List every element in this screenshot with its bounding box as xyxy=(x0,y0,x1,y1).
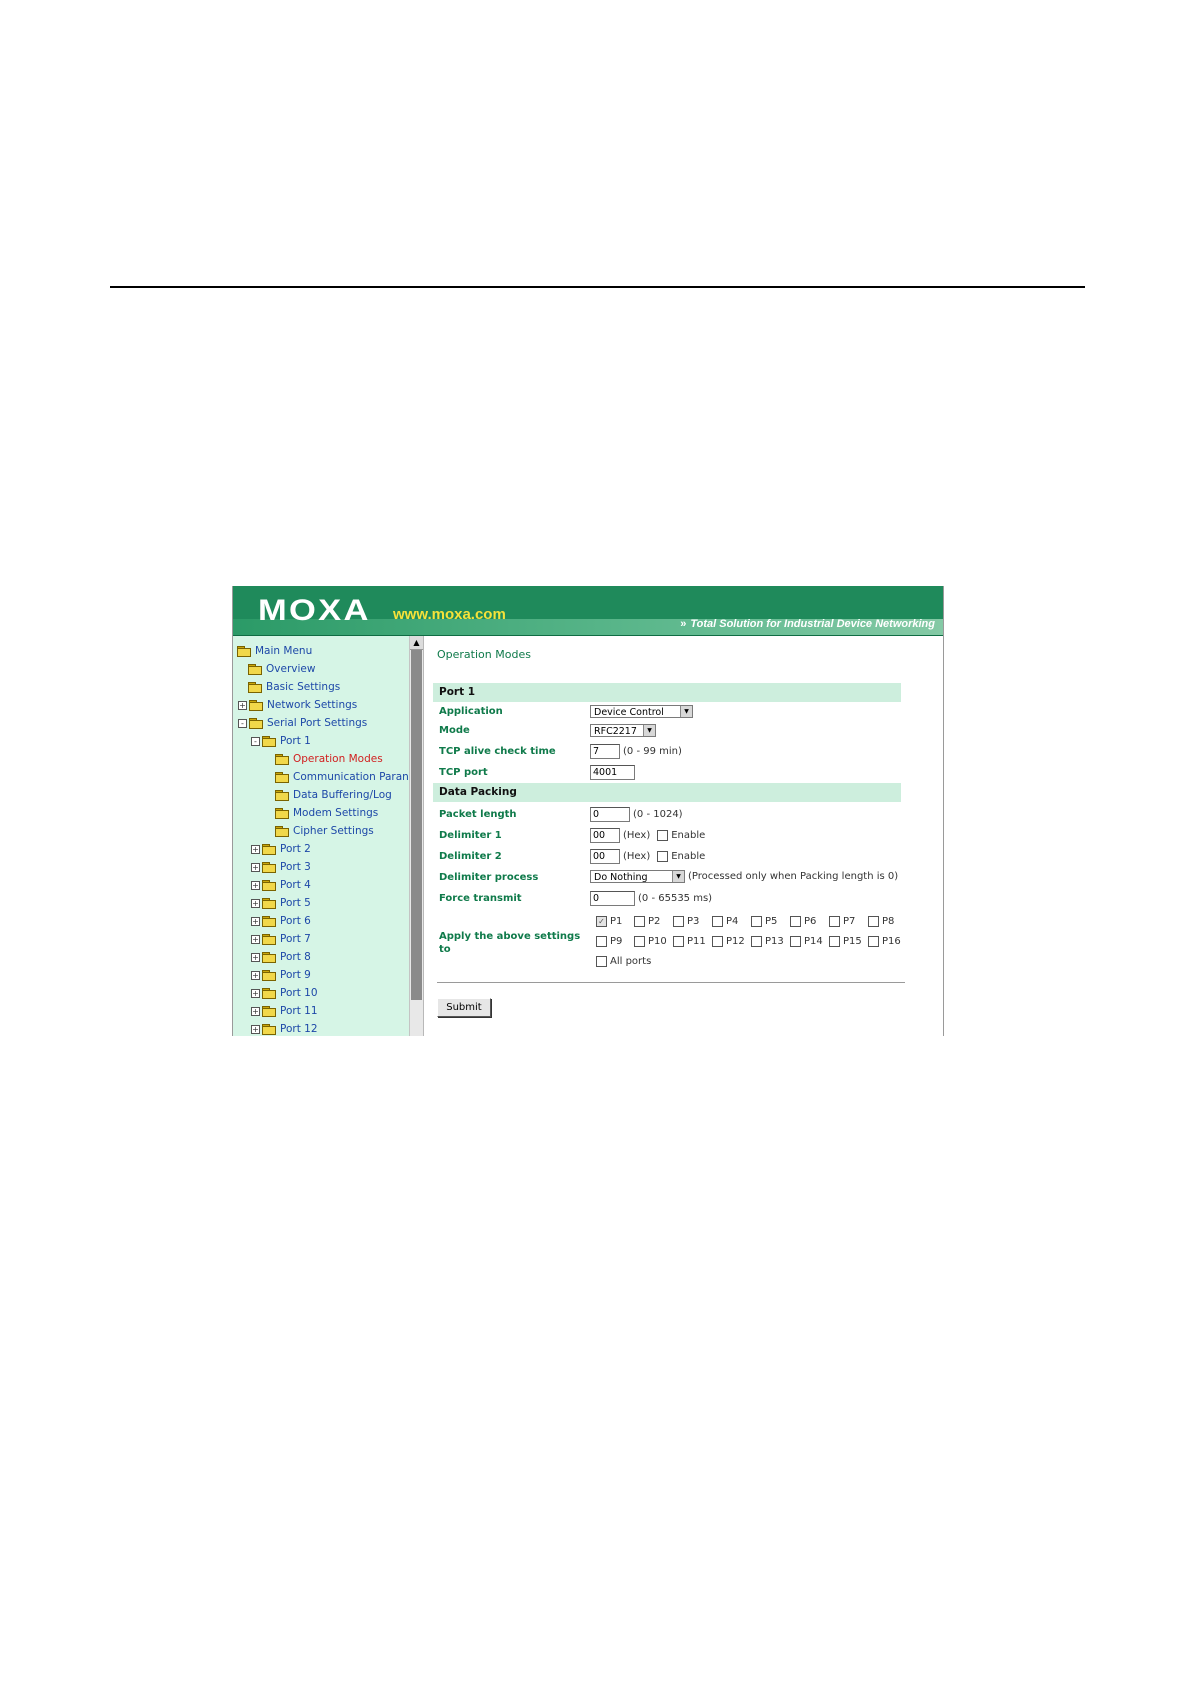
folder-icon xyxy=(275,754,288,764)
packet-length-hint: (0 - 1024) xyxy=(633,809,683,820)
port-checkbox-label: P1 xyxy=(610,916,623,927)
port-option[interactable] xyxy=(712,916,738,927)
delimiter1-enable-checkbox[interactable] xyxy=(657,830,668,841)
tcp-alive-label: TCP alive check time xyxy=(439,746,556,757)
port-checkbox[interactable] xyxy=(596,936,607,947)
delimiter1-input[interactable]: 00 xyxy=(590,828,620,843)
sidebar-item-label: Main Menu xyxy=(255,645,313,657)
sidebar-item-label: Port 5 xyxy=(280,897,311,909)
application-select[interactable] xyxy=(590,705,693,718)
application-value: Device Control xyxy=(594,707,664,718)
all-ports-label: All ports xyxy=(610,956,652,967)
expand-icon[interactable]: + xyxy=(252,1024,259,1034)
port-option[interactable] xyxy=(596,936,622,947)
sidebar-item-label: Basic Settings xyxy=(266,681,341,693)
port-checkbox-label: P13 xyxy=(765,936,784,947)
port-checkbox-label: P12 xyxy=(726,936,745,947)
delimiter-process-label: Delimiter process xyxy=(439,872,539,883)
sidebar-item[interactable] xyxy=(251,949,311,965)
sidebar-item-label: Data Buffering/Log xyxy=(293,789,392,801)
sidebar-item-label: Port 7 xyxy=(280,933,311,945)
delimiter-process-select[interactable] xyxy=(590,870,685,883)
port-checkbox[interactable] xyxy=(712,936,723,947)
folder-icon xyxy=(262,952,275,962)
submit-button[interactable]: Submit xyxy=(437,998,491,1017)
port-checkbox-label: P7 xyxy=(843,916,856,927)
port-checkbox[interactable] xyxy=(751,916,762,927)
sidebar-item[interactable] xyxy=(251,913,311,929)
all-ports-option[interactable] xyxy=(596,956,651,967)
tcp-port-input[interactable]: 4001 xyxy=(590,765,635,780)
force-transmit-label: Force transmit xyxy=(439,893,522,904)
double-chevron-right-icon: » xyxy=(680,618,687,630)
moxa-logo: MOXA xyxy=(258,594,371,627)
expand-icon[interactable]: + xyxy=(252,988,259,998)
delimiter2-input[interactable]: 00 xyxy=(590,849,620,864)
web-console-screenshot xyxy=(232,586,944,1036)
sidebar-item-label: Modem Settings xyxy=(293,807,379,819)
port-checkbox[interactable] xyxy=(634,916,645,927)
port-option[interactable] xyxy=(829,916,855,927)
folder-icon xyxy=(249,700,262,710)
folder-icon xyxy=(262,970,275,980)
folder-icon xyxy=(275,790,288,800)
sidebar-item[interactable] xyxy=(251,985,318,1001)
sidebar-item-label: Cipher Settings xyxy=(293,825,374,837)
expand-icon[interactable]: + xyxy=(252,952,259,962)
tagline-text: Total Solution for Industrial Device Networking xyxy=(690,618,935,630)
folder-icon xyxy=(262,916,275,926)
port-option[interactable] xyxy=(712,936,745,947)
port-option[interactable] xyxy=(596,916,622,927)
folder-icon xyxy=(249,718,262,728)
folder-icon xyxy=(262,736,275,746)
port-option[interactable] xyxy=(673,916,699,927)
port-option[interactable] xyxy=(790,916,816,927)
sidebar-item-label: Serial Port Settings xyxy=(267,717,368,729)
tagline xyxy=(680,618,935,630)
sidebar-item[interactable] xyxy=(251,895,311,911)
sidebar-item-label: Overview xyxy=(266,663,316,675)
sidebar-item-label: Port 11 xyxy=(280,1005,318,1017)
folder-icon xyxy=(262,880,275,890)
sidebar-item[interactable] xyxy=(251,967,311,983)
folder-icon xyxy=(262,1006,275,1016)
port-checkbox-label: P5 xyxy=(765,916,778,927)
tcp-alive-input[interactable]: 7 xyxy=(590,744,620,759)
port-checkbox[interactable]: ✓ xyxy=(596,916,607,927)
folder-icon xyxy=(275,772,288,782)
expand-icon[interactable]: + xyxy=(239,700,246,710)
port-checkbox-label: P15 xyxy=(843,936,862,947)
port-option[interactable] xyxy=(634,916,660,927)
port-checkbox[interactable] xyxy=(868,916,879,927)
mode-value: RFC2217 xyxy=(594,726,637,737)
content-divider xyxy=(437,982,905,983)
sidebar-item[interactable] xyxy=(248,679,340,695)
scroll-up-arrow-icon[interactable]: ▲ xyxy=(410,636,423,650)
section-data-packing: Data Packing xyxy=(433,783,901,802)
section-port: Port 1 xyxy=(433,683,901,702)
port-checkbox-label: P2 xyxy=(648,916,661,927)
sidebar-item[interactable] xyxy=(275,823,374,839)
sidebar-item-label: Operation Modes xyxy=(293,753,383,765)
port-checkbox-label: P14 xyxy=(804,936,823,947)
port-checkbox[interactable] xyxy=(790,916,801,927)
port-checkbox-label: P6 xyxy=(804,916,817,927)
delimiter2-enable-label: Enable xyxy=(671,851,706,862)
sidebar-item[interactable] xyxy=(251,931,311,947)
sidebar-scrollbar[interactable] xyxy=(409,636,423,1036)
expand-icon[interactable]: + xyxy=(252,862,259,872)
collapse-icon[interactable]: - xyxy=(238,719,247,728)
sidebar-item[interactable] xyxy=(251,1021,318,1036)
mode-select[interactable] xyxy=(590,724,656,737)
chevron-down-icon[interactable]: ▼ xyxy=(672,871,684,882)
folder-icon xyxy=(262,934,275,944)
expand-icon[interactable]: + xyxy=(252,970,259,980)
expand-icon[interactable]: + xyxy=(252,880,259,890)
port-checkbox-label: P16 xyxy=(882,936,901,947)
tcp-alive-hint: (0 - 99 min) xyxy=(623,746,682,757)
port-option[interactable] xyxy=(829,936,862,947)
apply-settings-label: Apply the above settings to xyxy=(439,931,581,955)
application-label: Application xyxy=(439,706,503,717)
sidebar-item-label: Port 4 xyxy=(280,879,311,891)
sidebar-item[interactable] xyxy=(275,787,392,803)
chevron-down-icon[interactable]: ▼ xyxy=(643,725,655,736)
header-banner xyxy=(233,586,943,636)
port-checkbox[interactable] xyxy=(790,936,801,947)
page-rule xyxy=(110,286,1085,288)
port-checkbox-label: P10 xyxy=(648,936,667,947)
force-transmit-hint: (0 - 65535 ms) xyxy=(638,893,713,904)
port-checkbox-label: P8 xyxy=(882,916,895,927)
sidebar-item[interactable] xyxy=(275,751,383,767)
sidebar-item[interactable] xyxy=(238,715,367,731)
delimiter2-label: Delimiter 2 xyxy=(439,851,502,862)
tcp-port-label: TCP port xyxy=(439,767,488,778)
sidebar-item[interactable] xyxy=(238,697,357,713)
port-checkbox[interactable] xyxy=(634,936,645,947)
packet-length-label: Packet length xyxy=(439,809,517,820)
delimiter2-hex-hint: (Hex) xyxy=(623,851,651,862)
sidebar-item-label: Port 10 xyxy=(280,987,318,999)
sidebar-item[interactable] xyxy=(251,859,311,875)
sidebar-item-label: Communication Paran xyxy=(293,771,409,783)
delimiter1-hex-hint: (Hex) xyxy=(623,830,651,841)
delimiter-process-value: Do Nothing xyxy=(594,872,648,883)
sidebar-item[interactable] xyxy=(248,661,315,677)
folder-icon xyxy=(275,808,288,818)
page-title: Operation Modes xyxy=(437,648,531,661)
force-transmit-input[interactable]: 0 xyxy=(590,891,635,906)
delimiter1-enable-label: Enable xyxy=(671,830,706,841)
folder-icon xyxy=(262,844,275,854)
packet-length-input[interactable]: 0 xyxy=(590,807,630,822)
collapse-icon[interactable]: - xyxy=(251,737,260,746)
sidebar-item-label: Port 6 xyxy=(280,915,311,927)
port-option[interactable] xyxy=(868,936,901,947)
sidebar-item[interactable] xyxy=(275,769,409,785)
folder-icon xyxy=(275,826,288,836)
delimiter-process-hint: (Processed only when Packing length is 0) xyxy=(688,871,899,882)
port-checkbox-label: P4 xyxy=(726,916,739,927)
port-checkbox-label: P9 xyxy=(610,936,623,947)
folder-icon xyxy=(248,682,261,692)
delimiter2-enable-checkbox[interactable] xyxy=(657,851,668,862)
mode-label: Mode xyxy=(439,725,470,736)
port-checkbox[interactable] xyxy=(673,936,684,947)
sidebar-item-label: Port 9 xyxy=(280,969,311,981)
sidebar-item-label: Network Settings xyxy=(267,699,358,711)
all-ports-checkbox[interactable] xyxy=(596,956,607,967)
expand-icon[interactable]: + xyxy=(252,898,259,908)
expand-icon[interactable]: + xyxy=(252,934,259,944)
port-option[interactable] xyxy=(868,916,894,927)
chevron-down-icon[interactable]: ▼ xyxy=(680,706,692,717)
folder-icon xyxy=(237,646,250,656)
sidebar-item-label: Port 12 xyxy=(280,1023,318,1035)
port-checkbox[interactable] xyxy=(712,916,723,927)
folder-icon xyxy=(262,988,275,998)
port-checkbox[interactable] xyxy=(751,936,762,947)
port-checkbox[interactable] xyxy=(829,936,840,947)
sidebar-item-label: Port 2 xyxy=(280,843,311,855)
port-checkbox-label: P3 xyxy=(687,916,700,927)
expand-icon[interactable]: + xyxy=(252,916,259,926)
port-option[interactable] xyxy=(790,936,823,947)
scroll-thumb[interactable] xyxy=(411,650,422,1000)
sidebar-item[interactable] xyxy=(251,733,311,749)
sidebar-item[interactable] xyxy=(251,1003,318,1019)
sidebar-item[interactable] xyxy=(251,877,311,893)
site-url: www.moxa.com xyxy=(393,606,506,623)
port-checkbox-label: P11 xyxy=(687,936,706,947)
sidebar-item[interactable] xyxy=(251,841,311,857)
expand-icon[interactable]: + xyxy=(252,1006,259,1016)
sidebar-item[interactable] xyxy=(237,643,312,659)
folder-icon xyxy=(262,1024,275,1034)
folder-icon xyxy=(248,664,261,674)
port-checkbox[interactable] xyxy=(868,936,879,947)
sidebar-item-label: Port 3 xyxy=(280,861,311,873)
delimiter1-label: Delimiter 1 xyxy=(439,830,502,841)
port-option[interactable] xyxy=(634,936,667,947)
port-option[interactable] xyxy=(673,936,706,947)
folder-icon xyxy=(262,862,275,872)
port-option[interactable] xyxy=(751,916,777,927)
port-checkbox[interactable] xyxy=(829,916,840,927)
sidebar-tree xyxy=(233,636,424,1036)
port-option[interactable] xyxy=(751,936,784,947)
sidebar-item[interactable] xyxy=(275,805,378,821)
sidebar-item-label: Port 8 xyxy=(280,951,311,963)
sidebar-item-label: Port 1 xyxy=(280,735,311,747)
port-checkbox[interactable] xyxy=(673,916,684,927)
expand-icon[interactable]: + xyxy=(252,844,259,854)
folder-icon xyxy=(262,898,275,908)
main-content xyxy=(433,636,933,1036)
